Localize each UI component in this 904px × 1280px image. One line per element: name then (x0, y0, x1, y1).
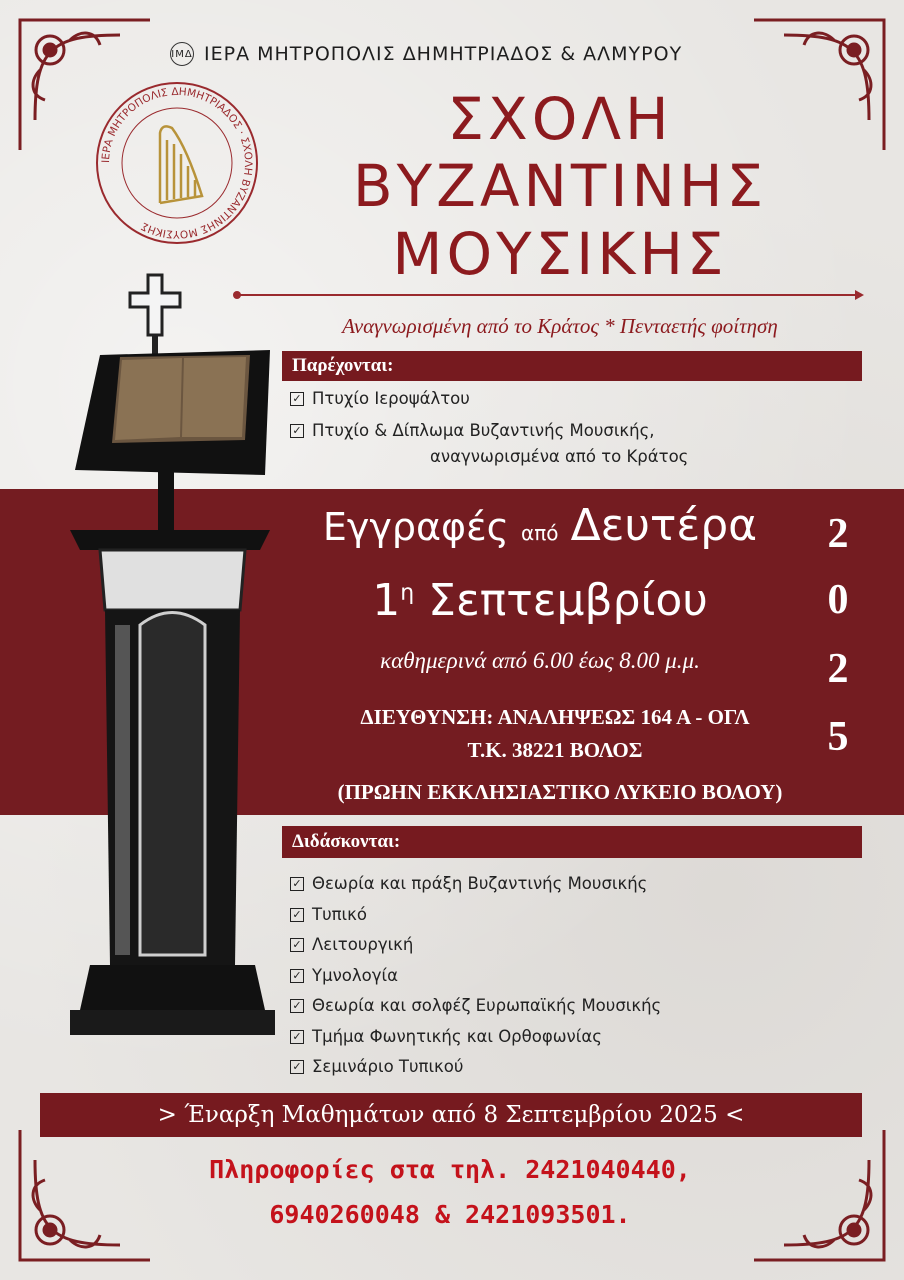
list-item: ✓ Σεμινάριο Τυπικού (290, 1057, 661, 1088)
title-line-1: ΣΧΟΛΗ (447, 85, 673, 153)
metropolis-name: ΙΕΡΑ ΜΗΤΡΟΠΟΛΙΣ ΔΗΜΗΤΡΙΑΔΟΣ & ΑΛΜΥΡΟΥ (204, 43, 683, 65)
school-seal-logo (92, 78, 262, 248)
subtitle: Αναγνωρισμένη από το Κράτος * Πενταετής φοίτηση (342, 314, 778, 338)
lectern-illustration (60, 265, 290, 1055)
list-item: ✓ Τυπικό (290, 905, 661, 936)
checkbox-icon: ✓ (290, 877, 304, 891)
list-item: ✓ Θεωρία και πράξη Βυζαντινής Μουσικής (290, 874, 661, 905)
list-item: ✓ Τμήμα Φωνητικής και Ορθοφωνίας (290, 1027, 661, 1058)
phones-line-1: Πληροφορίες στα τηλ. 2421040440, (209, 1155, 691, 1184)
phones-line-2: 6940260048 & 2421093501. (269, 1200, 631, 1229)
address-line-3: (ΠΡΩΗΝ ΕΚΚΛΗΣΙΑΣΤΙΚΟ ΛΥΚΕΙΟ ΒΟΛΟΥ) (337, 780, 783, 804)
corner-ornament-icon (10, 1120, 160, 1270)
year-digit: 5 (827, 714, 849, 760)
list-item: ✓ Λειτουργική (290, 935, 661, 966)
checkbox-icon: ✓ (290, 424, 304, 438)
checkbox-icon: ✓ (290, 908, 304, 922)
list-item: ✓ Πτυχίο Ιεροψάλτου (290, 389, 688, 421)
metropolis-header (170, 42, 730, 66)
decorative-arrow-rule (236, 294, 861, 296)
checkbox-icon: ✓ (290, 999, 304, 1013)
year-digit: 0 (827, 577, 849, 623)
cross-icon (130, 275, 180, 335)
taught-heading: Διδάσκονται: (282, 826, 862, 858)
address-line-2: Τ.Κ. 38221 ΒΟΛΟΣ (467, 738, 643, 762)
checkbox-icon: ✓ (290, 1030, 304, 1044)
classes-start-banner: > Έναρξη Μαθημάτων από 8 Σεπτεμβρίου 2025 < (40, 1093, 862, 1137)
title-line-3: ΜΟΥΣΙΚΗΣ (392, 220, 728, 288)
metropolis-monogram-icon: ΙΜΔ (170, 42, 194, 66)
enrollment-heading: Εγγραφές από Δευτέρα (322, 500, 758, 551)
enrollment-date: $1^\eta$ Σεπτεμβρίου (372, 575, 708, 626)
enrollment-hours: καθημερινά από 6.00 έως 8.00 μ.μ. (380, 648, 700, 673)
provided-list (290, 389, 688, 466)
list-item-continuation: αναγνωρισμένα από το Κράτος (430, 447, 689, 466)
list-item: ✓ Πτυχίο & Δίπλωμα Βυζαντινής Μουσικής, (290, 421, 688, 453)
list-item: ✓ Θεωρία και σολφέζ Ευρωπαϊκής Μουσικής (290, 996, 661, 1027)
checkbox-icon: ✓ (290, 1060, 304, 1074)
year-digit: 2 (827, 646, 849, 692)
checkbox-icon: ✓ (290, 938, 304, 952)
taught-list (290, 874, 661, 1088)
svg-text:ΙΕΡΑ ΜΗΤΡΟΠΟΛΙΣ ΔΗΜΗΤΡΙΑΔΟΣ ·: ΙΕΡΑ ΜΗΤΡΟΠΟΛΙΣ ΔΗΜΗΤΡΙΑΔΟΣ · ΣΧΟΛΗ ΒΥΖΑΝΤΙΝΗΣ ΜΟΥΣΙΚΗΣ (99, 85, 255, 241)
harp-icon (160, 126, 202, 203)
checkbox-icon: ✓ (290, 392, 304, 406)
list-item: ✓ Υμνολογία (290, 966, 661, 997)
address-line-1: ΔΙΕΥΘΥΝΣΗ: ΑΝΑΛΗΨΕΩΣ 164 Α - ΟΓΛ (360, 705, 750, 729)
checkbox-icon: ✓ (290, 969, 304, 983)
title-line-2: ΒΥΖΑΝΤΙΝΗΣ (352, 152, 768, 220)
provided-heading: Παρέχονται: (282, 351, 862, 381)
year-digit: 2 (827, 511, 849, 557)
corner-ornament-icon (744, 1120, 894, 1270)
